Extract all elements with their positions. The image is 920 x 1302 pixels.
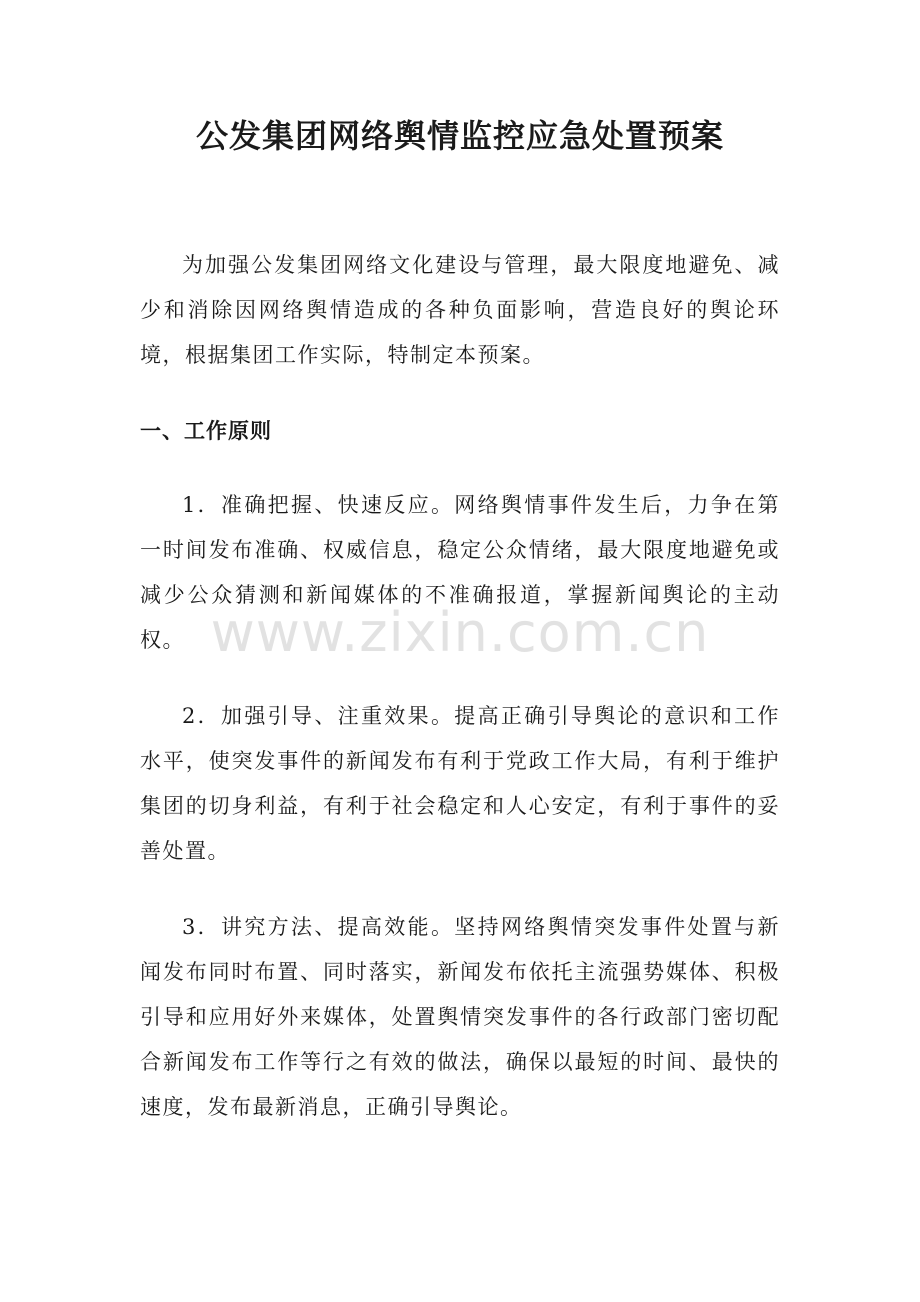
section-heading-principles: 一、工作原则 (140, 419, 272, 443)
principle-item-1: 1．准确把握、快速反应。网络舆情事件发生后，力争在第一时间发布准确、权威信息，稳定公众情绪，最大限度地避免或减少公众猜测和新闻媒体的不准确报道，掌握新闻舆论的主动权。 (140, 493, 780, 652)
watermark-text: www.zixin.com.cn (210, 601, 710, 664)
intro-paragraph: 为加强公发集团网络文化建设与管理，最大限度地避免、减少和消除因网络舆情造成的各种负面影响，营造良好的舆论环境，根据集团工作实际，特制定本预案。 (140, 253, 780, 367)
principle-item-2: 2．加强引导、注重效果。提高正确引导舆论的意识和工作水平，使突发事件的新闻发布有利于党政工作大局，有利于维护集团的切身利益，有利于社会稳定和人心安定，有利于事件的妥善处置。 (140, 704, 780, 863)
document-body (140, 243, 780, 1130)
document-title: 公发集团网络舆情监控应急处置预案 (195, 117, 724, 155)
spacer (140, 454, 780, 483)
principle-item-3: 3．讲究方法、提高效能。坚持网络舆情突发事件处置与新闻发布同时布置、同时落实，新闻发布依托主流强势媒体、积极引导和应用好外来媒体，处置舆情突发事件的各行政部门密切配合新闻发布工作等行之有效的做法，确保以最短的时间、最快的速度，发布最新消息，正确引导舆论。 (140, 915, 780, 1119)
spacer (140, 663, 780, 694)
spacer (140, 378, 780, 409)
spacer (140, 874, 780, 905)
